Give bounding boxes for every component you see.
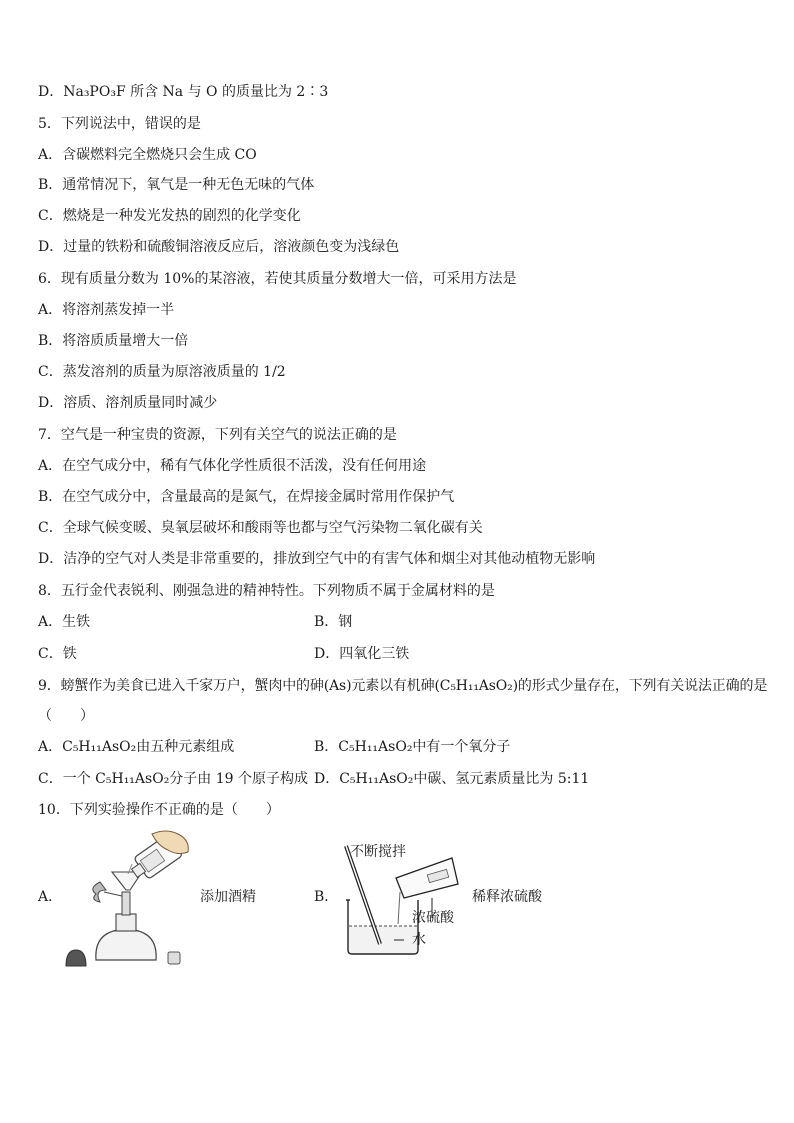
q6-option-a: A．将溶剂蒸发掉一半 xyxy=(38,302,175,318)
q6-option-d: D．溶质、溶剂质量同时减少 xyxy=(38,395,218,411)
q10-option-a-caption: 添加酒精 xyxy=(200,889,256,905)
q7-option-b: B．在空气成分中，含量最高的是氮气，在焊接金属时常用作保护气 xyxy=(38,489,455,505)
q7-stem: 7．空气是一种宝贵的资源，下列有关空气的说法正确的是 xyxy=(38,427,397,443)
q10-option-b-acid-label: 浓硫酸 xyxy=(412,910,454,926)
q9-option-c: C．一个 C₅H₁₁AsO₂分子由 19 个原子构成 xyxy=(38,771,309,787)
q10-option-a-letter: A． xyxy=(38,889,63,905)
q9-stem: 9．螃蟹作为美食已进入千家万户，蟹肉中的砷(As)元素以有机砷(C₅H₁₁AsO₂)的形式少量存在，下列有关说法正确的是 xyxy=(38,678,768,694)
q10-option-b-water-label: 水 xyxy=(412,932,426,948)
q4-option-d: D．Na₃PO₃F 所含 Na 与 O 的质量比为 2∶3 xyxy=(38,84,329,100)
q5-stem: 5．下列说法中，错误的是 xyxy=(38,116,201,132)
q9-paren: （ ） xyxy=(38,708,94,724)
q5-option-a: A．含碳燃料完全燃烧只会生成 CO xyxy=(38,147,257,163)
q10-option-b-caption: 稀释浓硫酸 xyxy=(472,889,542,905)
q8-option-a: A．生铁 xyxy=(38,614,91,630)
q5-option-c: C．燃烧是一种发光发热的剧烈的化学变化 xyxy=(38,208,301,224)
q10-stem: 10．下列实验操作不正确的是（ ） xyxy=(38,802,280,818)
q8-option-b: B．钢 xyxy=(314,614,353,630)
q9-option-d: D．C₅H₁₁AsO₂中碳、氢元素质量比为 5:11 xyxy=(314,771,590,787)
q6-option-c: C．蒸发溶剂的质量为原溶液质量的 1/2 xyxy=(38,364,286,380)
q8-stem: 8．五行金代表锐利、刚强急进的精神特性。下列物质不属于金属材料的是 xyxy=(38,583,495,599)
q10-option-b-stir-label: 不断搅拌 xyxy=(350,844,406,860)
q6-stem: 6．现有质量分数为 10%的某溶液，若使其质量分数增大一倍，可采用方法是 xyxy=(38,271,517,287)
q10-option-b-letter: B． xyxy=(314,889,339,905)
q5-option-d: D．过量的铁粉和硫酸铜溶液反应后，溶液颜色变为浅绿色 xyxy=(38,239,400,255)
q9-option-b: B．C₅H₁₁AsO₂中有一个氧分子 xyxy=(314,739,511,755)
q7-option-a: A．在空气成分中，稀有气体化学性质很不活泼，没有任何用途 xyxy=(38,458,427,474)
q8-option-d: D．四氧化三铁 xyxy=(314,646,410,662)
q5-option-b: B．通常情况下，氧气是一种无色无味的气体 xyxy=(38,177,315,193)
q6-option-b: B．将溶质质量增大一倍 xyxy=(38,333,189,349)
q7-option-d: D．洁净的空气对人类是非常重要的，排放到空气中的有害气体和烟尘对其他动植物无影响 xyxy=(38,551,596,567)
q8-option-c: C．铁 xyxy=(38,646,77,662)
q7-option-c: C．全球气候变暖、臭氧层破坏和酸雨等也都与空气污染物二氧化碳有关 xyxy=(38,520,483,536)
alcohol-lamp-illustration xyxy=(60,828,200,970)
q9-option-a: A．C₅H₁₁AsO₂由五种元素组成 xyxy=(38,739,235,755)
